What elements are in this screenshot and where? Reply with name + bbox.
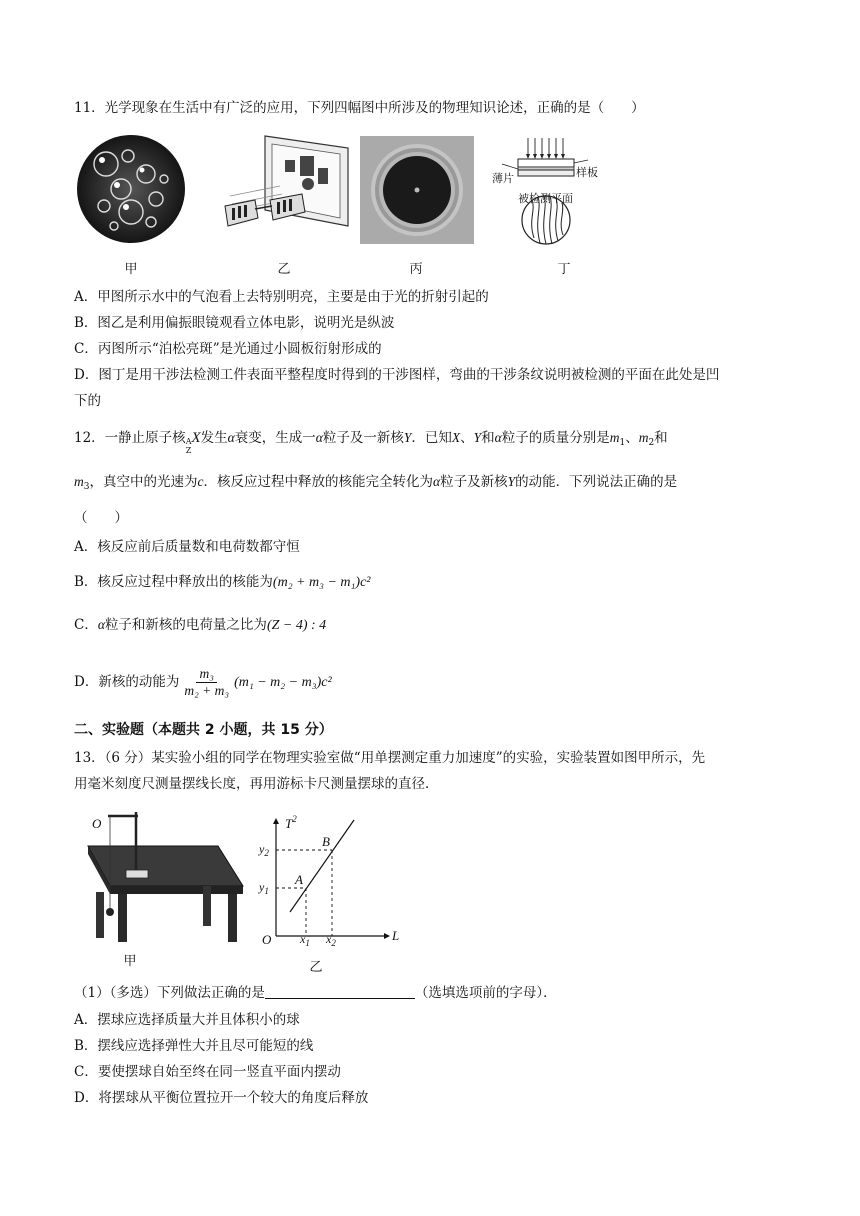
graph-point-b: B	[322, 834, 330, 849]
q12-option-c: C．α粒子和新核的电荷量之比为(Z − 4) : 4	[74, 617, 327, 633]
q11-option-d-cont: 下的	[74, 393, 101, 409]
answer-blank[interactable]	[265, 984, 415, 999]
graph-y1-label: $y_1$	[259, 880, 269, 896]
q13-figure-pendulum	[78, 806, 248, 946]
q13-option-c: C．要使摆球自始至终在同一竖直平面内摆动	[74, 1064, 341, 1080]
q11-option-a: A．甲图所示水中的气泡看上去特别明亮，主要是由于光的折射引起的	[74, 289, 489, 305]
q11-figure-bing	[360, 136, 474, 244]
q11-figure-jia	[76, 134, 186, 244]
q13-option-a: A．摆球应选择质量大并且体积小的球	[74, 1012, 300, 1028]
q12-answer-paren: （ ）	[74, 510, 128, 526]
q11-option-b: B．图乙是利用偏振眼镜观看立体电影，说明光是纵波	[74, 315, 395, 331]
q12-option-a: A．核反应前后质量数和电荷数都守恒	[74, 539, 300, 555]
q12-stem-line2: $m_3$，真空中的光速为c．核反应过程中释放的核能完全转化为α粒子及新核Y的动能．下列说法正确的是	[74, 474, 678, 492]
q11-caption-yi: 乙	[277, 262, 291, 277]
graph-x-label: L	[392, 928, 400, 943]
q11-option-c: C．丙图所示“泊松亮斑”是光通过小圆板衍射形成的	[74, 341, 382, 357]
q11-stem: 11．光学现象在生活中有广泛的应用，下列四幅图中所涉及的物理知识论述，正确的是（ ）	[74, 100, 645, 116]
q13-stem-line2: 用毫米刻度尺测量摆线长度，再用游标卡尺测量摆球的直径．	[74, 776, 439, 792]
q11-ding-label-surface: 被检测平面	[518, 192, 573, 205]
q11-figure-yi	[220, 134, 350, 246]
q13-stem-line1: 13．（6 分）某实验小组的同学在物理实验室做“用单摆测定重力加速度”的实验，实验装置如图甲所示，先	[74, 750, 706, 766]
q11-option-d: D．图丁是用干涉法检测工件表面平整程度时得到的干涉图样，弯曲的干涉条纹说明被检测的平面在此处是凹	[74, 367, 720, 383]
graph-y-label: $T^2$	[285, 814, 297, 831]
graph-origin: O	[262, 932, 272, 947]
q13-pendulum-point-o: O	[92, 816, 102, 831]
q11-caption-bing: 丙	[409, 262, 423, 277]
q13-option-d: D．将摆球从平衡位置拉开一个较大的角度后释放	[74, 1090, 369, 1106]
q12-option-d: D．新核的动能为 $\frac{\text{m₃}}{\text{m₂ + m₃}}$ (m₁ − m₂ − m₃)c²	[74, 666, 332, 698]
graph-y2-label: $y_2$	[259, 842, 269, 858]
q11-ding-label-thin: 薄片	[492, 172, 514, 185]
q13-caption-jia: 甲	[123, 954, 137, 969]
q13-sub1: （1）（多选）下列做法正确的是 （选填选项前的字母）．	[74, 985, 557, 1001]
q12-stem-line1: 12．一静止原子核 A Z X发生α衰变，生成一α粒子及一新核Y．已知X、Y和α粒子的质量分别是$m_1$、$m_2$和	[74, 430, 668, 455]
section-title-experiment: 二、实验题（本题共 2 小题，共 15 分）	[74, 722, 333, 738]
q13-caption-yi: 乙	[309, 960, 323, 975]
graph-x1-label: $x_1$	[300, 932, 310, 948]
q13-option-b: B．摆线应选择弹性大并且尽可能短的线	[74, 1038, 314, 1054]
q11-ding-label-plate: 样板	[576, 166, 598, 179]
q11-caption-jia: 甲	[124, 262, 138, 277]
graph-x2-label: $x_2$	[326, 932, 336, 948]
q11-caption-ding: 丁	[557, 262, 571, 277]
graph-point-a: A	[295, 872, 303, 887]
q12-option-b: B．核反应过程中释放出的核能为(m₂ + m₃ − m₁)c²	[74, 574, 371, 590]
